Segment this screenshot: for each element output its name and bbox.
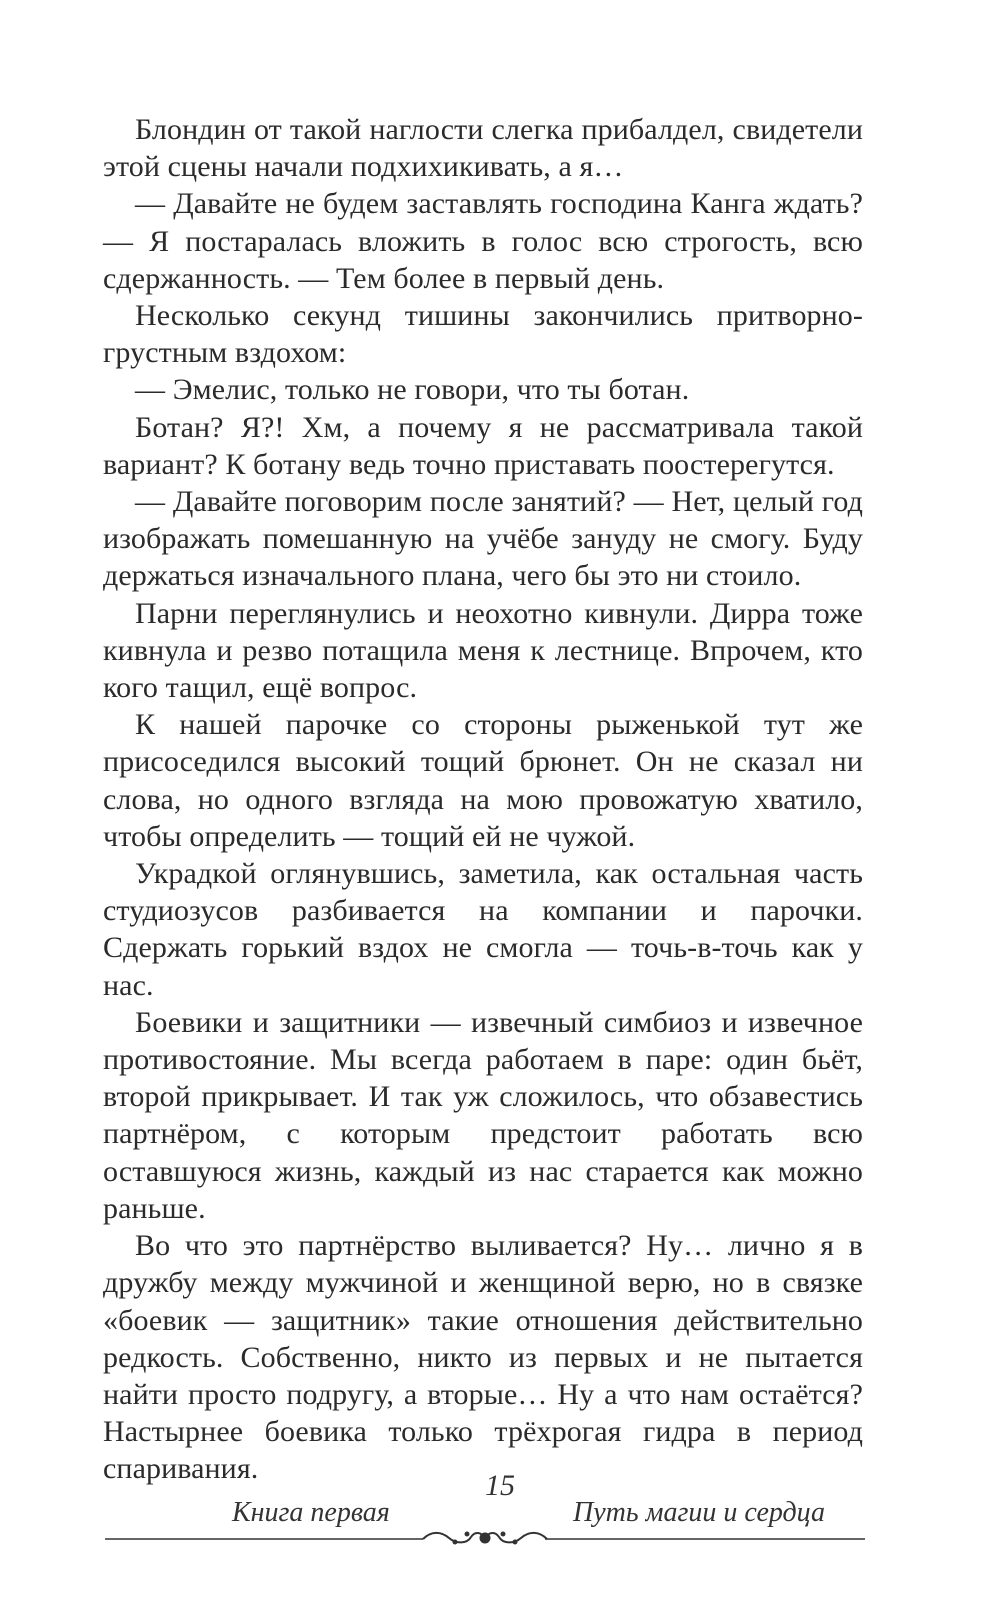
paragraph-6: — Давайте поговорим после занятий? — Нет, целый год изображать помешанную на учёбе зануду не смогу. Буду держаться изначального плана, чего бы это ни стоило.	[103, 485, 863, 593]
series-title: Путь магии и сердца	[573, 1497, 826, 1528]
paragraph-11: Во что это партнёрство выливается? Ну… лично я в дружбу между мужчиной и женщиной верю, но в связке «боевик — защитник» такие отношения действительно редкость. Собственно, никто из первых и не пытается найти просто подругу, а вторые… Ну а что нам остаётся? Настырнее боевика только трёхрогая гидра в период спаривания.	[103, 1229, 863, 1486]
paragraph-7: Парни переглянулись и неохотно кивнули. Дирра тоже кивнула и резво потащила меня к лестнице. Впрочем, кто кого тащил, ещё вопрос.	[103, 596, 863, 705]
footer-rule-with-ornament	[105, 1530, 865, 1546]
paragraph-8: К нашей парочке со стороны рыженькой тут же присоседился высокий тощий брюнет. Он не сказал ни слова, но одного взгляда на мою провожатую хватило, чтобы определить — тощий ей не чужой.	[103, 708, 863, 853]
paragraph-9: Украдкой оглянувшись, заметила, как остальная часть студиозусов разбивается на компании и парочки. Сдержать горький вздох не смогла — точь-в-точь как у нас.	[103, 857, 863, 1002]
paragraph-1: Блондин от такой наглости слегка прибалдел, свидетели этой сцены начали подхихикивать, а я…	[103, 113, 863, 184]
page-number: 15	[485, 1469, 515, 1502]
book-part-title: Книга первая	[232, 1497, 390, 1528]
page-footer	[0, 1469, 1000, 1590]
paragraph-2: — Давайте не будем заставлять господина Канга ждать? — Я постаралась вложить в голос всю строгость, всю сдержанность. — Тем более в первый день.	[103, 187, 863, 295]
paragraph-5: Ботан? Я?! Хм, а почему я не рассматривала такой вариант? К ботану ведь точно приставать поостерегутся.	[103, 410, 863, 481]
paragraph-3: Несколько секунд тишины закончились притворно-грустным вздохом:	[103, 299, 863, 370]
paragraph-10: Боевики и защитники — извечный симбиоз и извечное противостояние. Мы всегда работаем в паре: один бьёт, второй прикрывает. И так уж сложилось, что обзавестись партнёром, с которым предстоит работать всю оставшуюся жизнь, каждый из нас старается как можно раньше.	[103, 1005, 863, 1225]
floral-ornament-icon	[423, 1532, 547, 1544]
page-body-text	[103, 111, 863, 1488]
paragraph-4: — Эмелис, только не говори, что ты ботан.	[135, 373, 690, 407]
